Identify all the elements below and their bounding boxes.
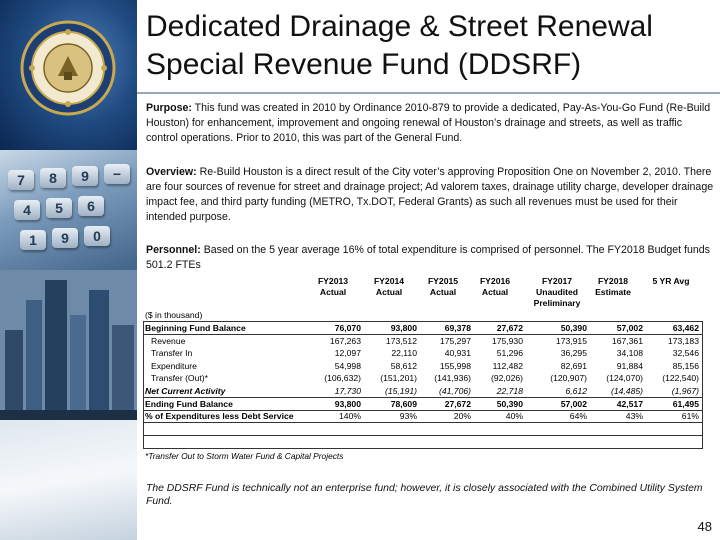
table-cell: 40,931 xyxy=(444,348,471,358)
unit-label: ($ in thousand) xyxy=(145,310,203,320)
table-row xyxy=(143,335,703,348)
fund-summary-table xyxy=(143,276,703,462)
table-cell: 36,295 xyxy=(560,348,587,358)
table-cell: (124,070) xyxy=(606,373,643,383)
table-cell: 6,612 xyxy=(565,386,587,396)
table-row xyxy=(143,385,703,398)
table-cell: (122,540) xyxy=(662,373,699,383)
table-cell: 20% xyxy=(453,411,471,421)
title-line-1: Dedicated Drainage & Street Renewal xyxy=(146,10,653,43)
column-header: FY2016 Actual xyxy=(479,276,511,297)
column-header: FY2018 Estimate xyxy=(595,276,631,297)
overview-label: Overview: xyxy=(146,166,197,178)
decorative-side-panel xyxy=(0,0,137,540)
table-row xyxy=(143,347,703,360)
row-label: Net Current Activity xyxy=(145,386,226,396)
table-cell: 27,672 xyxy=(496,323,523,333)
row-label: Transfer In xyxy=(151,348,193,358)
closing-note: The DDSRF Fund is technically not an enterprise fund; however, it is closely associated with the Combined Utility System Fund. xyxy=(146,483,703,507)
table-cell: 93,800 xyxy=(334,399,361,409)
table-cell: (92,026) xyxy=(490,373,523,383)
personnel-label: Personnel: xyxy=(146,244,201,256)
table-cell: 27,672 xyxy=(444,399,471,409)
table-row xyxy=(143,360,703,373)
table-cell: 57,002 xyxy=(616,323,643,333)
table-cell: 85,156 xyxy=(672,361,699,371)
purpose-text: This fund was created in 2010 by Ordinance 2010-879 to provide a dedicated, Pay-As-You-Go Fund (Re-Build Houston) for enhancement, improvement and ongoing renewal of Houston’s drainage and streets, as well as traffic control operations. Prior to 2010, this was part of the General Fund. xyxy=(146,102,711,144)
purpose-paragraph xyxy=(146,101,716,146)
purpose-label: Purpose: xyxy=(146,102,192,114)
column-header: FY2015 Actual xyxy=(427,276,459,297)
table-cell: 91,884 xyxy=(616,361,643,371)
row-label: Revenue xyxy=(151,336,186,346)
table-cell: 167,361 xyxy=(611,336,643,346)
column-header: FY2017 Unaudited Preliminary xyxy=(533,276,581,308)
personnel-paragraph xyxy=(146,243,716,273)
table-row xyxy=(143,410,703,423)
column-header: FY2013 Actual xyxy=(317,276,349,297)
table-divider xyxy=(143,435,703,436)
table-cell: 64% xyxy=(569,411,587,421)
table-cell: 22,110 xyxy=(391,348,417,358)
table-cell: 175,930 xyxy=(491,336,523,346)
table-cell: 50,390 xyxy=(496,399,523,409)
column-header: 5 YR Avg xyxy=(652,276,690,286)
table-cell: 175,297 xyxy=(439,336,471,346)
table-cell: 76,070 xyxy=(334,323,361,333)
table-cell: 93% xyxy=(399,411,417,421)
table-cell: 17,730 xyxy=(334,386,361,396)
table-cell: 12,097 xyxy=(334,348,361,358)
page-number: 48 xyxy=(697,519,712,534)
column-header: FY2014 Actual xyxy=(373,276,405,297)
table-cell: (14,485) xyxy=(610,386,643,396)
table-cell: 57,002 xyxy=(560,399,587,409)
table-cell: (141,936) xyxy=(434,373,471,383)
overview-paragraph xyxy=(146,165,716,225)
title-divider xyxy=(137,92,720,94)
city-seal-icon xyxy=(20,20,116,116)
table-cell: (15,191) xyxy=(384,386,417,396)
title-line-2: Special Revenue Fund (DDSRF) xyxy=(146,48,582,81)
table-cell: 42,517 xyxy=(616,399,643,409)
table-cell: 51,296 xyxy=(496,348,523,358)
table-cell: (106,632) xyxy=(324,373,361,383)
table-cell: 173,915 xyxy=(555,336,587,346)
personnel-text: Based on the 5 year average 16% of total expenditure is comprised of personnel. The FY2018 Budget funds 501.2 FTEs xyxy=(146,244,710,271)
table-cell: 93,800 xyxy=(390,323,417,333)
printout-paper-image xyxy=(0,420,137,540)
city-skyline-image xyxy=(0,270,137,430)
table-cell: 167,263 xyxy=(329,336,361,346)
table-cell: 112,482 xyxy=(492,361,523,371)
table-cell: (1,967) xyxy=(671,386,699,396)
table-cell: 173,183 xyxy=(667,336,699,346)
table-cell: 69,378 xyxy=(444,323,471,333)
overview-text: Re-Build Houston is a direct result of the City voter’s approving Proposition One on November 2, 2010. There are four sources of revenue for street and drainage project; Ad valorem taxes, drainage utility charge, developer drainage impact fee, and third party funding (METRO, Tx.DOT, Federal Grants) as such all revenues must be used for their intended purpose. xyxy=(146,166,714,223)
table-row xyxy=(143,398,703,411)
row-label: Ending Fund Balance xyxy=(145,399,233,409)
table-footnote: *Transfer Out to Storm Water Fund & Capital Projects xyxy=(145,451,344,461)
table-cell: 54,998 xyxy=(334,361,361,371)
slide-title xyxy=(146,8,716,84)
row-label: Transfer (Out)* xyxy=(151,373,208,383)
table-cell: 50,390 xyxy=(560,323,587,333)
table-cell: 82,691 xyxy=(560,361,587,371)
table-cell: 155,998 xyxy=(439,361,471,371)
table-row xyxy=(143,372,703,385)
table-cell: 32,546 xyxy=(672,348,699,358)
table-cell: 78,609 xyxy=(390,399,417,409)
table-cell: (41,706) xyxy=(438,386,471,396)
table-row xyxy=(143,322,703,335)
table-cell: 58,612 xyxy=(390,361,417,371)
table-cell: 63,462 xyxy=(672,323,699,333)
table-cell: 140% xyxy=(339,411,361,421)
row-label: Beginning Fund Balance xyxy=(145,323,246,333)
table-cell: 43% xyxy=(625,411,643,421)
table-cell: (151,201) xyxy=(380,373,417,383)
row-label: % of Expenditures less Debt Service xyxy=(145,411,294,421)
table-cell: 61% xyxy=(681,411,699,421)
table-cell: 34,108 xyxy=(616,348,643,358)
table-cell: 22,718 xyxy=(496,386,523,396)
table-cell: 173,512 xyxy=(385,336,417,346)
table-cell: 61,495 xyxy=(672,399,699,409)
table-cell: (120,907) xyxy=(550,373,587,383)
table-cell: 40% xyxy=(505,411,523,421)
calculator-image: 7 8 9 − 4 5 6 1 9 0 xyxy=(0,150,137,280)
row-label: Expenditure xyxy=(151,361,197,371)
